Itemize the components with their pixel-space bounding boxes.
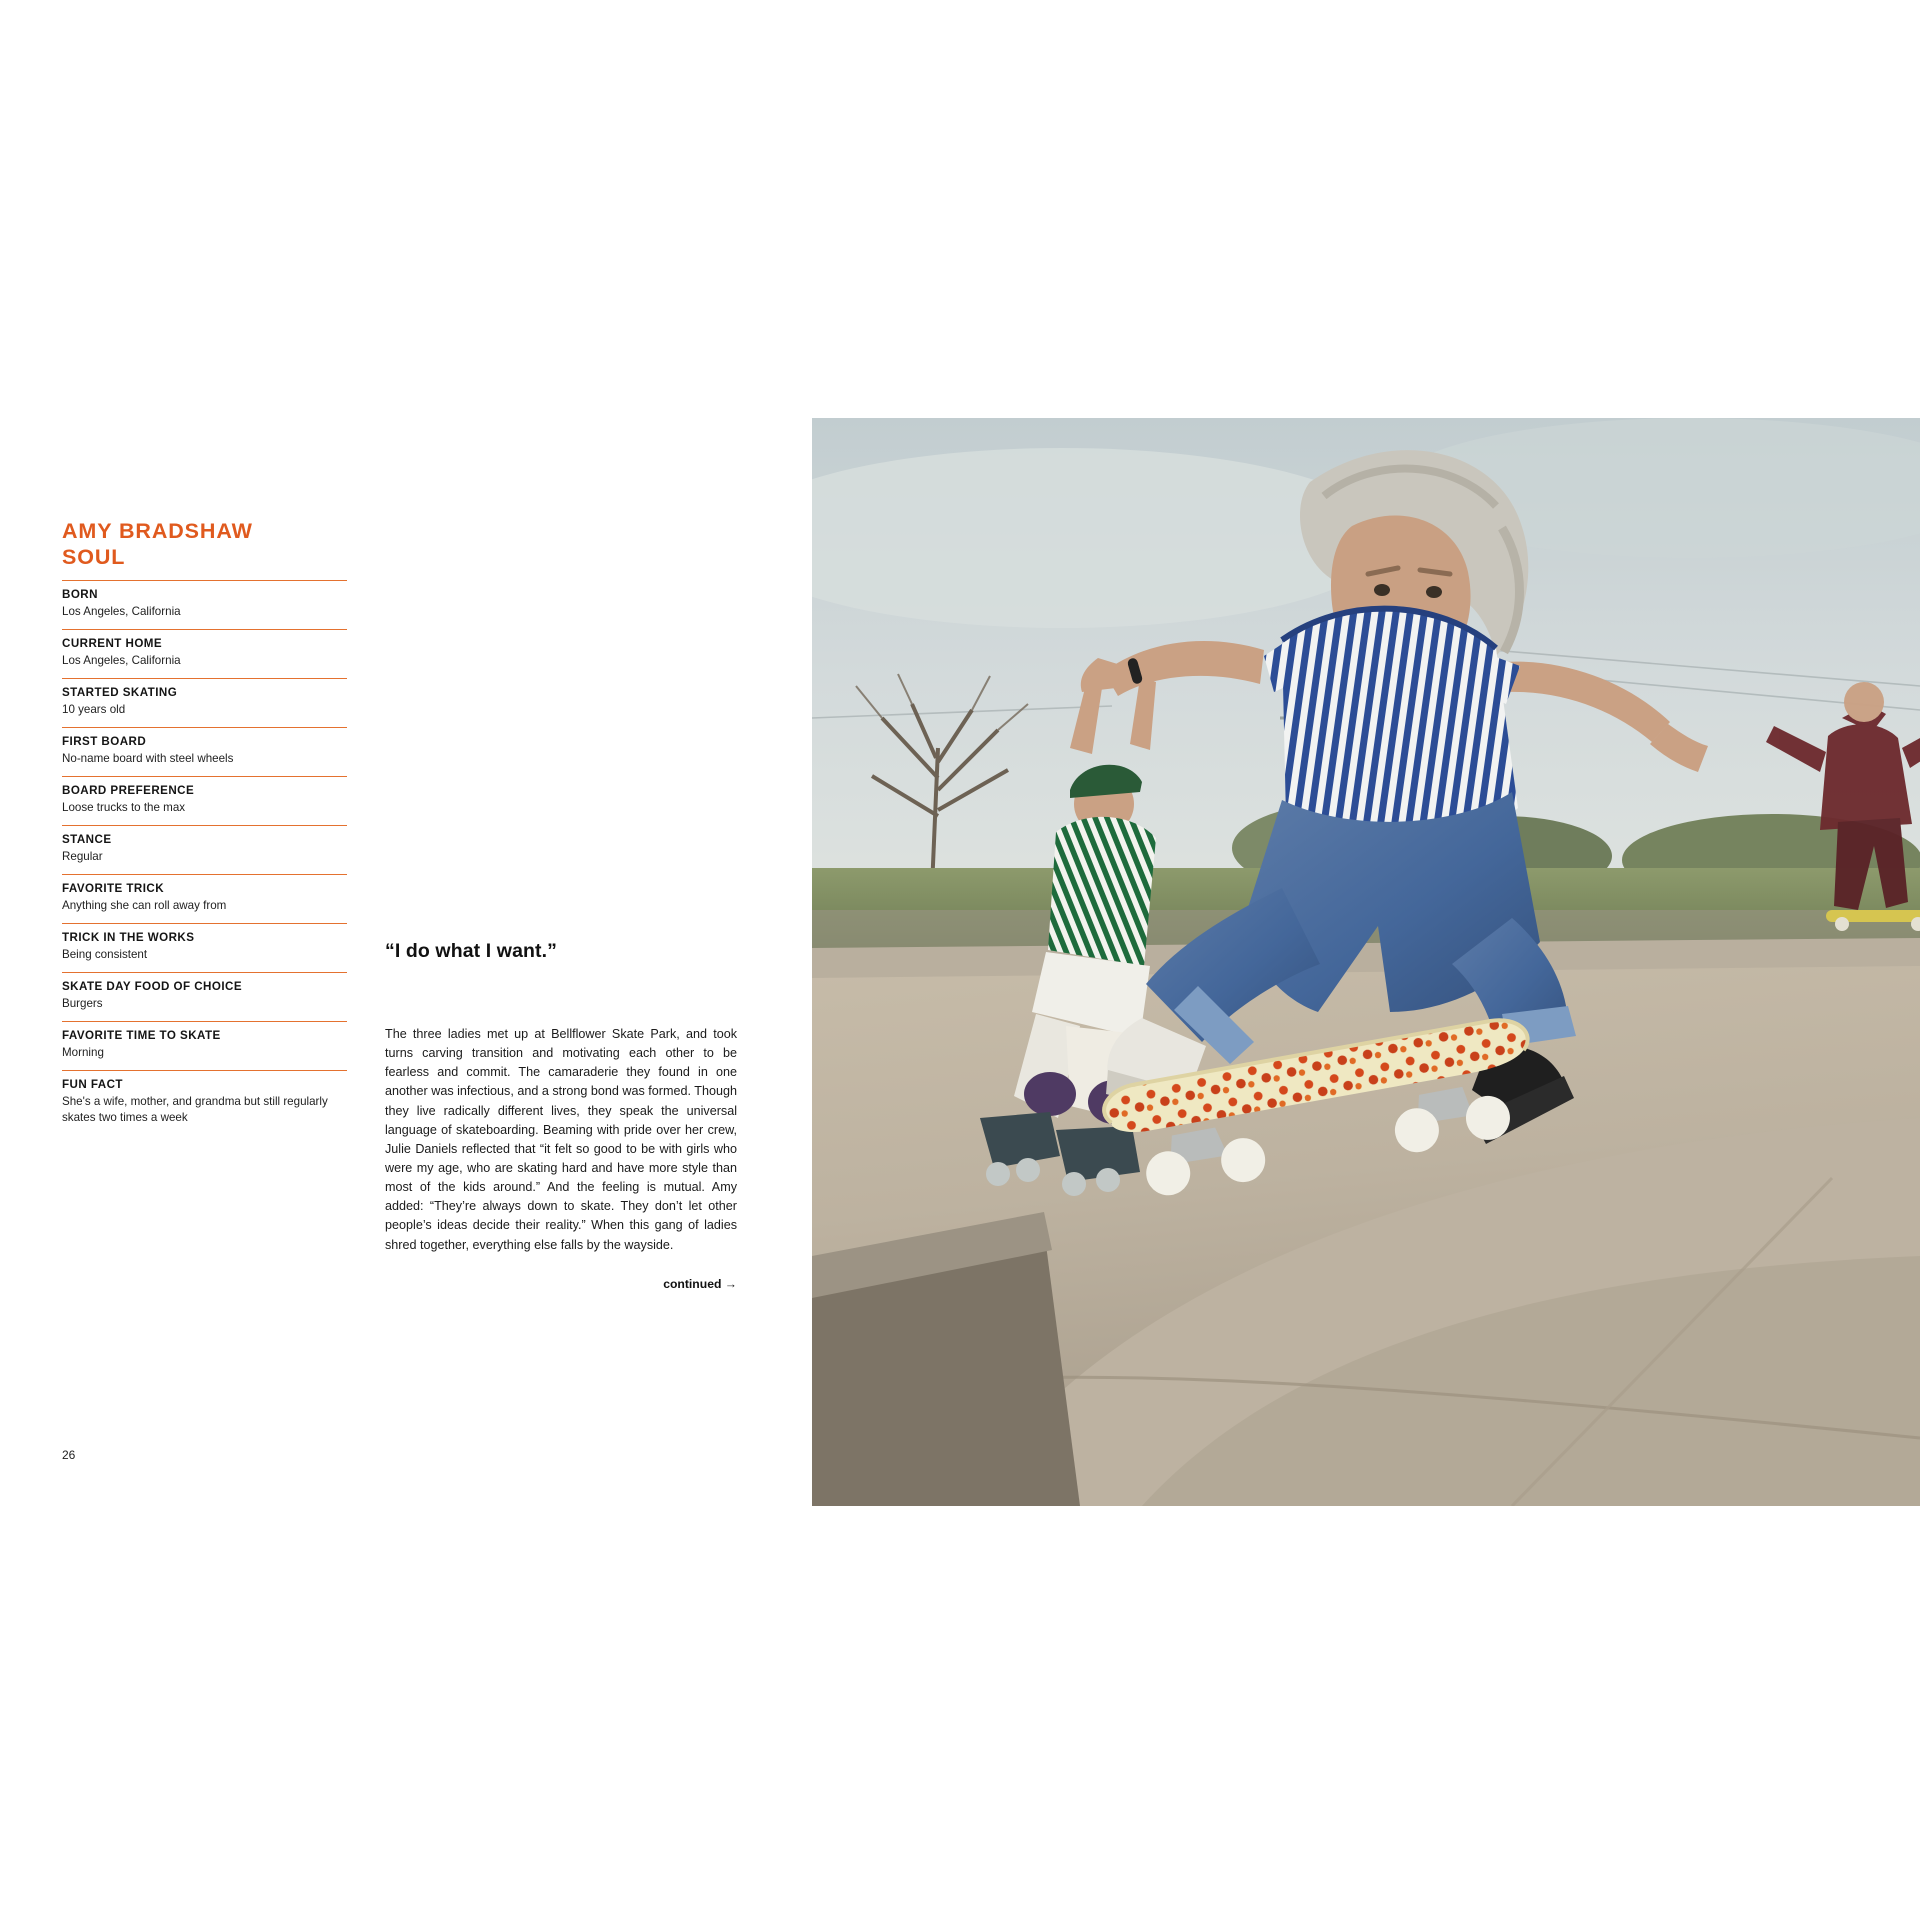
fact-value: Regular [62,850,103,864]
fact-label: FIRST BOARD [62,735,147,749]
photo-illustration [812,418,1920,1506]
fact-label: TRICK IN THE WORKS [62,931,195,945]
fact-value: Being consistent [62,948,148,962]
fact-row [62,923,347,972]
profile-panel [62,518,347,1135]
fact-value: She's a wife, mother, and grandma but still regularly skates two times a week [62,1095,328,1125]
fact-row [62,678,347,727]
fact-value: Anything she can roll away from [62,899,227,913]
fact-row [62,972,347,1021]
photograph [812,418,1920,1506]
fact-row [62,776,347,825]
fact-row [62,580,347,629]
fact-value: Loose trucks to the max [62,801,186,815]
fact-row [62,629,347,678]
fact-row [62,874,347,923]
fact-label: BORN [62,588,98,602]
fact-value: Morning [62,1046,104,1060]
body-text: The three ladies met up at Bellflower Skate Park, and took turns carving transition and motivating each other to be fearless and commit. The camaraderie they found in one another was infectious, and a strong bond was formed. Though they live radically different lives, they speak the universal language of skateboarding. Beaming with pride over her crew, Julie Daniels reflected that “it felt so good to be with girls who were my age, who are skating hard and have more style than most of the kids around.” And the feeling is mutual. Amy added: “They’re always down to skate. They don’t let other people’s ideas decide their reality.” When this gang of ladies shred together, everything else falls by the wayside. [385,1027,737,1252]
pull-quote: “I do what I want.” [385,940,557,962]
fact-label: CURRENT HOME [62,637,163,651]
page-number: 26 [62,1448,76,1462]
fact-label: FAVORITE TRICK [62,882,165,896]
fact-label: FUN FACT [62,1078,123,1092]
fact-row [62,727,347,776]
fact-label: FAVORITE TIME TO SKATE [62,1029,221,1043]
fact-value: Los Angeles, California [62,654,181,668]
fact-value: Burgers [62,997,103,1011]
fact-label: STANCE [62,833,112,847]
fact-row [62,825,347,874]
fact-row [62,1021,347,1070]
profile-name: AMY BRADSHAW [62,519,253,543]
fact-label: STARTED SKATING [62,686,178,700]
continued-label: continued → [663,1276,737,1291]
profile-nickname: SOUL [62,545,126,570]
fact-value: 10 years old [62,703,126,717]
fact-label: BOARD PREFERENCE [62,784,195,798]
fact-value: Los Angeles, California [62,605,181,619]
article-column [385,940,737,1303]
fact-value: No-name board with steel wheels [62,752,234,766]
fact-row [62,1070,347,1135]
fact-label: SKATE DAY FOOD OF CHOICE [62,980,243,994]
